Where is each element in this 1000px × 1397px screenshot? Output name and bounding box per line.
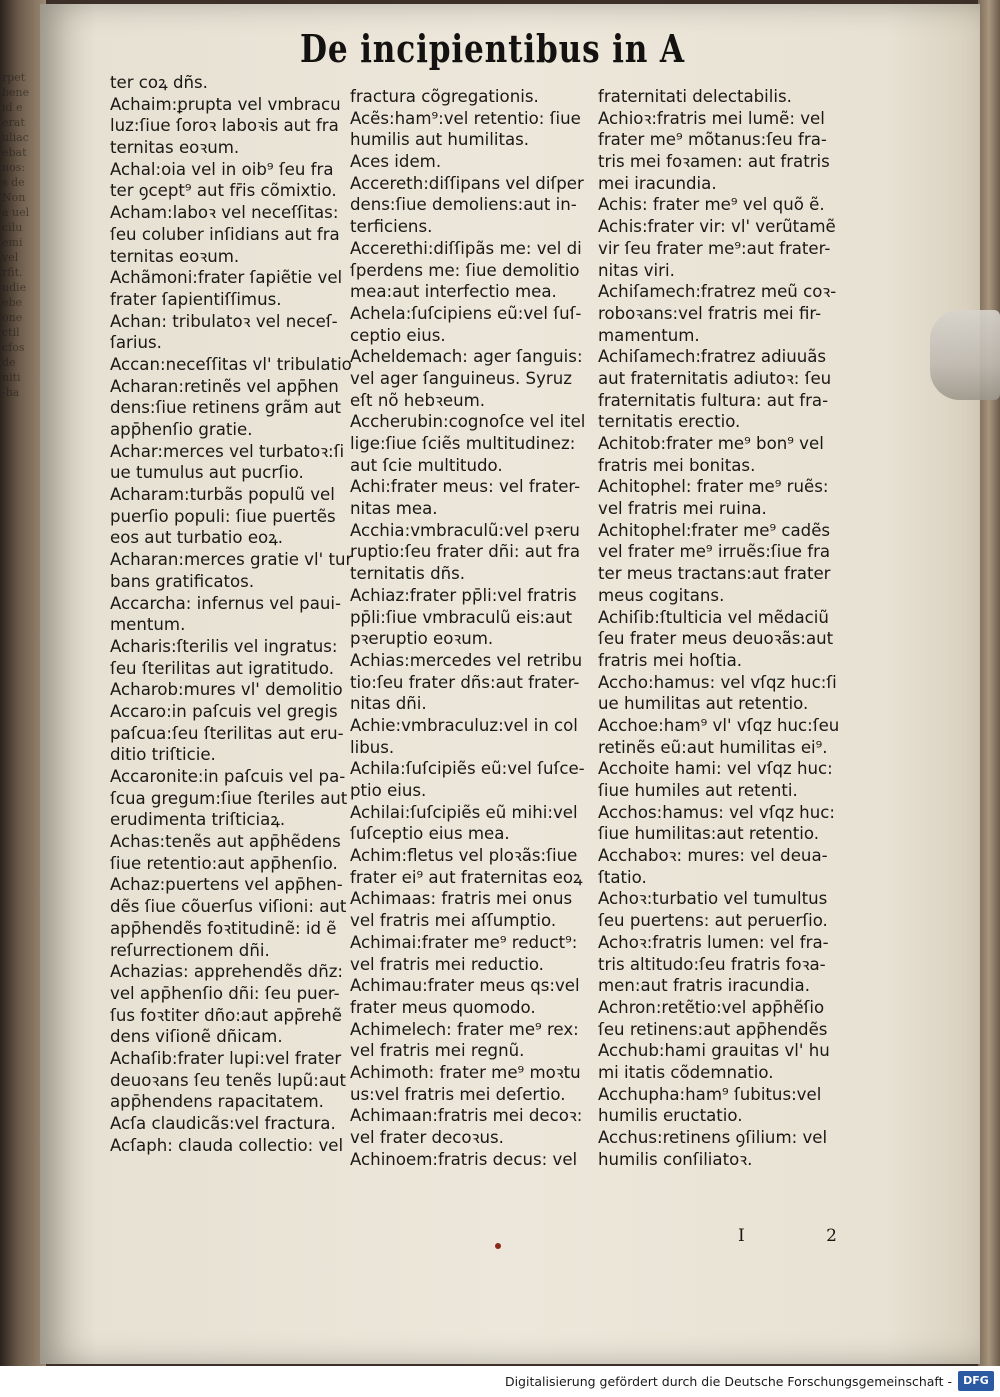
left-page-line: emi: [2, 236, 23, 249]
left-page-line: id e: [2, 101, 23, 114]
text-line: Achitophel: frater me⁹ ruẽs:: [598, 477, 829, 497]
text-line: Acſaph: clauda collectio: vel: [110, 1135, 344, 1155]
text-line: nitas dñi.: [350, 694, 427, 714]
text-line: Accarcha: infernus vel paui-: [110, 593, 341, 613]
text-line: fractura cõgregationis.: [350, 87, 539, 106]
clip-tab: [930, 310, 1000, 400]
left-page-line: de: [2, 356, 16, 369]
left-page-line: rpet: [2, 71, 26, 84]
text-line: Accho:hamus: vel vſqz huc:ſi: [598, 672, 837, 692]
text-line: men:aut fratris iracundia.: [598, 976, 810, 996]
text-line: Acharan:merces gratie vl' tur: [110, 550, 353, 570]
text-line: ſtatio.: [598, 867, 647, 887]
text-line: vel ager ſanguineus. Syruz: [350, 368, 572, 388]
left-page-line: vel: [2, 251, 19, 264]
text-line: Achis: frater me⁹ vel quõ ẽ.: [598, 195, 825, 215]
text-line: Achi:frater meus: vel frater-: [350, 477, 581, 497]
text-line: ue tumulus aut pucrſio.: [110, 463, 304, 483]
page-heading: De incipientibus in A: [300, 26, 685, 71]
dfg-logo: DFG: [958, 1371, 994, 1391]
text-line: vel app̄henſio dñi: ſeu puer-: [110, 983, 340, 1003]
text-line: dens:ſiue demoliens:aut in-: [350, 195, 577, 215]
text-line: Acchub:hami grauitas vl' hu: [598, 1041, 830, 1061]
text-line: ſeu puertens: aut peruerſio.: [598, 911, 828, 931]
text-line: Accherubin:cognoſce vel itel: [350, 412, 586, 432]
text-line: ſiue humiles aut retenti.: [598, 781, 798, 800]
text-line: mentum.: [110, 615, 186, 635]
left-page-text: [2, 70, 38, 570]
text-line: vel frater decoꝛus.: [350, 1128, 504, 1147]
text-line: eſt nõ hebꝛeum.: [350, 390, 486, 410]
left-page-line: s de: [2, 176, 25, 189]
text-line: ternitas eoꝛum.: [110, 246, 240, 266]
text-column-1: [110, 72, 372, 1156]
text-line: Accan:neceſſitas vl' tribulatio: [110, 354, 352, 374]
text-line: Acharob:mures vl' demolitio: [110, 680, 343, 700]
text-line: Acẽs:ham⁹:vel retentio: ſiue: [350, 108, 581, 128]
left-page-line: ebe: [2, 296, 23, 309]
right-page-edge: [978, 0, 1000, 1397]
text-line: vel fratris mei reductio.: [350, 954, 544, 974]
text-line: vel fratris mei aſſumptio.: [350, 911, 557, 931]
text-line: ſeu ſterilitas aut igratitudo.: [110, 658, 335, 678]
text-line: mi itatis cõdemnatio.: [598, 1062, 774, 1082]
text-line: Achron:retẽtio:vel app̄hẽſio: [598, 997, 825, 1017]
text-line: humilis aut humilitas.: [350, 130, 530, 150]
text-line: reſurrectionem dñi.: [110, 940, 270, 960]
text-line: Achimaan:fratris mei decoꝛ:: [350, 1106, 583, 1126]
text-line: tris mei foꝛamen: aut fratris: [598, 152, 830, 172]
text-line: ſeu frater meus deuoꝛãs:aut: [598, 629, 834, 649]
text-line: Acſa claudicãs:vel fractura.: [110, 1114, 336, 1133]
text-column-3: [598, 86, 873, 1170]
text-line: Achim:fletus vel ploꝛãs:ſiue: [350, 846, 578, 866]
text-line: nitas viri.: [598, 260, 675, 280]
text-line: ſiue retentio:aut app̄henſio.: [110, 853, 338, 873]
text-line: fraternitati delectabilis.: [598, 87, 792, 106]
text-line: Achãmoni:frater ſapiẽtie vel: [110, 268, 343, 288]
text-line: tio:ſeu frater dñs:aut frater-: [350, 672, 580, 692]
text-line: pꝛeruptio eoꝛum.: [350, 629, 494, 649]
text-line: ſperdens me: ſiue demolitio: [350, 260, 580, 280]
text-line: Achela:ſuſcipiens eũ:vel ſuſ-: [350, 303, 582, 323]
text-line: Achal:oia vel in oib⁹ ſeu fra: [110, 159, 334, 179]
text-line: Acharam:turbãs populũ vel: [110, 485, 335, 505]
text-line: vir ſeu frater me⁹:aut frater-: [598, 238, 831, 258]
text-line: bans gratificatos.: [110, 571, 255, 591]
text-line: mei iracundia.: [598, 173, 717, 193]
text-line: Achimau:frater meus qs:vel: [350, 976, 580, 996]
left-page-line: ebat: [2, 146, 27, 159]
text-line: Acchoe:ham⁹ vl' vſqz huc:ſeu: [598, 715, 840, 735]
left-page-line: -ha: [2, 386, 20, 399]
text-line: Achiaz:frater pp̄li:vel fratris: [350, 585, 577, 605]
text-line: Achimaas: fratris mei onus: [350, 889, 573, 909]
text-line: Achila:ſuſcipiẽs eũ:vel ſuſce-: [350, 759, 585, 779]
text-line: Acchos:hamus: vel vſqz huc:: [598, 802, 835, 822]
left-page-line: erat: [2, 116, 25, 129]
footer-credit: Digitalisierung gefördert durch die Deutsche Forschungsgemeinschaft -: [504, 1374, 952, 1389]
text-line: ruptio:ſeu frater dñi: aut fra: [350, 542, 581, 562]
text-line: Achie:vmbraculuz:vel in col: [350, 715, 578, 735]
text-line: meus cogitans.: [598, 585, 725, 605]
text-line: fratris mei bonitas.: [598, 455, 756, 475]
text-line: Acharis:ſterilis vel ingratus:: [110, 636, 338, 656]
left-page-line: bene: [2, 86, 30, 99]
text-line: Accaronite:in paſcuis vel pa-: [110, 767, 346, 786]
text-line: ternitas eoꝛum.: [110, 138, 240, 158]
text-line: deuoꝛans ſeu tenẽs lupũ:aut: [110, 1070, 347, 1090]
text-line: ſuſceptio eius mea.: [350, 824, 510, 844]
text-line: Achitob:frater me⁹ bon⁹ vel: [598, 434, 824, 453]
text-line: vel frater me⁹ irruẽs:ſiue fra: [598, 542, 831, 562]
text-line: ſcua gregum:ſiue ſteriles aut: [110, 788, 348, 808]
text-line: Achaim:ꝑrupta vel vmbracu: [110, 94, 341, 114]
left-page-line: cfos: [2, 341, 25, 354]
text-line: ſiue humilitas:aut retentio.: [598, 824, 820, 844]
text-line: dẽs ſiue cõuerſus viſioni: aut: [110, 897, 347, 917]
text-line: ter meus tractans:aut frater: [598, 564, 831, 584]
text-line: Accereth:diſſipans vel diſper: [350, 173, 584, 193]
left-page-line: cilu: [2, 221, 23, 234]
text-line: retinẽs eũ:aut humilitas ei⁹.: [598, 737, 828, 757]
text-line: ditio triſticie.: [110, 745, 216, 765]
text-line: frater ſapientiſſimus.: [110, 289, 282, 309]
text-line: dens:ſiue retinens grãm aut: [110, 398, 342, 418]
text-line: ternitatis erectio.: [598, 412, 741, 432]
text-line: mamentum.: [598, 325, 700, 345]
text-line: ſarius.: [110, 333, 162, 353]
text-line: paſcua:ſeu ſterilitas aut eru-: [110, 723, 344, 743]
text-line: Accaro:in paſcuis vel gregis: [110, 701, 338, 721]
text-line: app̄hendens rapacitatem.: [110, 1092, 324, 1112]
left-page-line: a uel: [2, 206, 30, 219]
text-line: frater ei⁹ aut fraternitas eoꝝ: [350, 867, 583, 887]
text-line: Achinoem:fratris decus: vel: [350, 1149, 578, 1169]
text-line: Acchus:retinens ꝯſilium: vel: [598, 1128, 828, 1147]
text-line: Acchaboꝛ: mures: vel deua-: [598, 846, 828, 866]
text-line: Achitophel:frater me⁹ cadẽs: [598, 520, 831, 540]
text-line: roboꝛans:vel fratris mei fir-: [598, 303, 822, 323]
text-line: lige:ſiue ſciẽs multitudinez:: [350, 434, 576, 453]
text-line: ue humilitas aut retentio.: [598, 694, 809, 714]
text-line: Accerethi:diſſipãs me: vel di: [350, 238, 582, 258]
text-line: Aces idem.: [350, 152, 442, 172]
text-column-2: [350, 86, 612, 1170]
text-line: Achias:mercedes vel retribu: [350, 650, 583, 670]
text-line: humilis conſiliatoꝛ.: [598, 1149, 753, 1169]
text-line: Acchupha:ham⁹ ſubitus:vel: [598, 1084, 822, 1104]
text-line: frater me⁹ mõtanus:ſeu fra-: [598, 130, 827, 150]
text-line: vel fratris mei ruina.: [598, 499, 767, 519]
text-line: luz:ſiue ſoroꝛ laboꝛis aut fra: [110, 116, 339, 136]
text-line: tris altitudo:ſeu fratris foꝛa-: [598, 954, 826, 974]
text-line: Achiſamech:fratrez adiuuãs: [598, 347, 827, 367]
text-line: Achimelech: frater me⁹ rex:: [350, 1019, 579, 1039]
red-mark: [495, 1243, 501, 1249]
text-line: libus.: [350, 737, 395, 757]
text-line: ceptio eius.: [350, 325, 446, 345]
text-line: Achas:tenẽs aut app̄hẽdens: [110, 832, 341, 852]
text-line: frater meus quomodo.: [350, 997, 536, 1017]
left-page-line: nos:: [2, 161, 26, 174]
text-line: Achaſib:frater lupi:vel frater: [110, 1048, 342, 1068]
text-line: puerſio populi: ſiue puertẽs: [110, 506, 336, 526]
text-line: dens viſionẽ dñicam.: [110, 1027, 283, 1047]
left-page-line: uliac: [2, 131, 29, 144]
text-line: Achilai:ſuſcipiẽs eũ mihi:vel: [350, 802, 578, 822]
footer-bar: [0, 1366, 1000, 1397]
left-page-line: rfit.: [2, 266, 23, 279]
left-page-line: ctil: [2, 326, 20, 339]
text-line: Achar:merces vel turbatoꝛ:ſi: [110, 441, 345, 461]
text-line: Acham:laboꝛ vel neceſſitas:: [110, 203, 339, 223]
text-line: Acchia:vmbraculũ:vel pꝛeru: [350, 520, 580, 540]
text-line: vel fratris mei regnũ.: [350, 1041, 525, 1061]
text-line: ternitatis dñs.: [350, 564, 466, 584]
text-line: humilis eructatio.: [598, 1106, 743, 1126]
left-page-line: one: [2, 311, 23, 324]
text-line: nitas mea.: [350, 499, 438, 519]
text-line: ptio eius.: [350, 781, 427, 800]
text-line: Acheldemach: ager ſanguis:: [350, 347, 583, 367]
text-line: Achan: tribulatoꝛ vel neceſ-: [110, 311, 338, 331]
text-line: Achimai:frater me⁹ reduct⁹:: [350, 932, 578, 952]
text-line: aut ſcie multitudo.: [350, 455, 503, 475]
text-line: us:vel fratris mei deſertio.: [350, 1084, 566, 1104]
text-line: eos aut turbatio eoꝝ.: [110, 528, 284, 548]
text-line: ſeu coluber inſidians aut fra: [110, 224, 340, 244]
text-line: Achiſamech:fratrez meũ coꝛ-: [598, 282, 837, 302]
text-line: ter coꝝ dñs.: [110, 73, 208, 92]
text-line: Acchoite hami: vel vſqz huc:: [598, 759, 833, 779]
text-line: ſus foꝛtiter dño:aut app̄rehẽ: [110, 1005, 342, 1025]
text-line: app̄hendẽs foꝛtitudinẽ: id ẽ: [110, 918, 337, 938]
text-line: Achoꝛ:turbatio vel tumultus: [598, 889, 828, 909]
text-line: fratris mei hoſtia.: [598, 650, 743, 670]
left-page-line: niti: [2, 371, 21, 384]
text-line: erudimenta triſticiaꝝ.: [110, 810, 286, 830]
text-line: Achiſib:ſtulticia vel mẽdaciũ: [598, 607, 829, 627]
left-page-line: Non: [2, 191, 26, 204]
text-line: aut fraternitatis adiutoꝛ: ſeu: [598, 368, 832, 388]
text-line: Achioꝛ:fratris mei lumẽ: vel: [598, 108, 825, 128]
text-line: Achaz:puertens vel app̄hen-: [110, 875, 343, 895]
text-line: Achimoth: frater me⁹ moꝛtu: [350, 1062, 581, 1082]
text-line: ter ꝯcept⁹ aut fr̄is cõmixtio.: [110, 181, 337, 201]
left-page-line: udie: [2, 281, 27, 294]
text-line: Achis:frater vir: vl' verũtamẽ: [598, 217, 836, 237]
text-line: terficiens.: [350, 217, 433, 237]
text-line: pp̄li:ſiue vmbraculũ eis:aut: [350, 607, 573, 627]
text-line: ſeu retinens:aut app̄hendẽs: [598, 1019, 828, 1039]
signature-mark: I 2: [738, 1226, 875, 1246]
text-line: Achazias: apprehendẽs dñz:: [110, 962, 344, 982]
text-line: Achoꝛ:fratris lumen: vel fra-: [598, 932, 829, 952]
text-line: mea:aut interfectio mea.: [350, 282, 557, 302]
text-line: Acharan:retinẽs vel app̄hen: [110, 376, 339, 396]
text-line: fraternitatis fultura: aut fra-: [598, 390, 829, 410]
text-line: app̄henſio gratie.: [110, 420, 253, 439]
